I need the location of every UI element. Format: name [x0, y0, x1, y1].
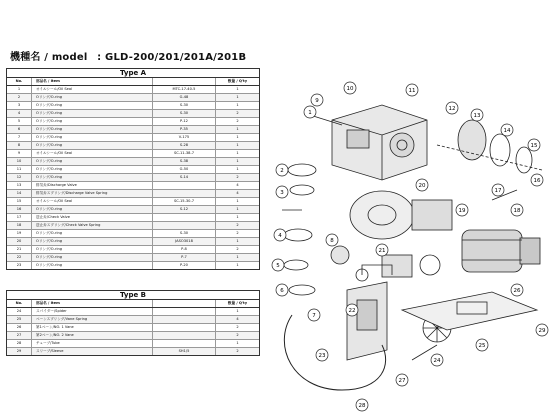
callout-20 — [416, 179, 428, 191]
cell-item: Oリング/O-ring — [32, 110, 153, 117]
callout-13 — [471, 109, 483, 121]
table-row — [7, 166, 259, 174]
callout-3 — [276, 186, 288, 198]
cell-qty: 1 — [236, 159, 239, 163]
cell-item: 排気弁/Discharge Valve — [32, 182, 153, 189]
column-header-qty: 数量 / Q'ty — [227, 79, 248, 83]
table-row — [7, 134, 259, 142]
table-row — [7, 102, 259, 110]
cell-no: 6 — [7, 126, 32, 133]
callout-number: 15 — [530, 143, 538, 149]
cell-qty: 2 — [236, 111, 239, 115]
cell-spec — [153, 190, 216, 197]
callout-2 — [276, 164, 288, 176]
cell-item: Oリング/O-ring — [32, 118, 153, 125]
cell-no: 27 — [7, 332, 32, 339]
callout-23 — [316, 349, 328, 361]
cell-no: 29 — [7, 348, 32, 355]
table-row — [7, 348, 259, 355]
cell-spec: P-12 — [153, 118, 216, 125]
table-row — [7, 332, 259, 340]
callout-8 — [326, 234, 338, 246]
table-row — [7, 174, 259, 182]
callout-number: 2 — [280, 168, 284, 174]
cell-no: 8 — [7, 142, 32, 149]
cell-spec — [153, 340, 216, 347]
cell-qty: 2 — [236, 333, 239, 337]
cell-item: オイルシール/Oil Seal — [32, 86, 153, 93]
cell-spec: MTC-17-40-5 — [153, 86, 216, 93]
callout-number: 5 — [276, 263, 280, 269]
cell-spec — [153, 214, 216, 221]
cell-spec — [153, 332, 216, 339]
cell-qty: 2 — [236, 325, 239, 329]
cell-item: Oリング/O-ring — [32, 134, 153, 141]
cell-item: 第1ベーン/NO. 1 Vane — [32, 324, 153, 331]
table-caption: Type A — [7, 69, 259, 78]
cell-no: 13 — [7, 182, 32, 189]
callout-17 — [492, 184, 504, 196]
callout-number: 9 — [315, 98, 319, 104]
callout-number: 11 — [408, 88, 416, 94]
cell-spec: S-30 — [153, 110, 216, 117]
callout-number: 6 — [280, 288, 284, 294]
cell-item: チューブ/Tube — [32, 340, 153, 347]
cell-no: 9 — [7, 150, 32, 157]
cell-spec: S-38 — [153, 158, 216, 165]
cell-qty: 2 — [236, 223, 239, 227]
cell-spec: P-35 — [153, 126, 216, 133]
cell-qty: 4 — [236, 183, 239, 187]
cell-spec: S-14 — [153, 174, 216, 181]
table-row — [7, 158, 259, 166]
cell-spec: P-7 — [153, 254, 216, 261]
callout-5 — [272, 259, 284, 271]
cell-spec: G-50 — [153, 166, 216, 173]
cell-qty: 1 — [236, 135, 239, 139]
cell-spec: S-28 — [153, 142, 216, 149]
callout-21 — [376, 244, 388, 256]
callout-number: 29 — [538, 328, 546, 334]
cell-spec: S-30 — [153, 102, 216, 109]
callout-number: 7 — [312, 313, 316, 319]
table-header-row — [7, 78, 259, 86]
table-row — [7, 110, 259, 118]
callout-12 — [446, 102, 458, 114]
cell-item: オイルシール/Oil Seal — [32, 198, 153, 205]
table-row — [7, 94, 259, 102]
callout-number: 26 — [513, 288, 521, 294]
cell-no: 16 — [7, 206, 32, 213]
cell-qty: 2 — [236, 175, 239, 179]
callout-6 — [276, 284, 288, 296]
callout-number: 23 — [318, 353, 326, 359]
callout-14 — [501, 124, 513, 136]
callout-number: 4 — [278, 233, 282, 239]
cell-spec — [153, 222, 216, 229]
cell-spec: P-20 — [153, 262, 216, 269]
cell-spec: S-30 — [153, 230, 216, 237]
cell-item: Oリング/O-ring — [32, 126, 153, 133]
callout-11 — [406, 84, 418, 96]
cell-qty: 1 — [236, 341, 239, 345]
cell-qty: 1 — [236, 167, 239, 171]
cell-item: Oリング/O-ring — [32, 142, 153, 149]
callout-number: 16 — [533, 178, 541, 184]
cell-no: 7 — [7, 134, 32, 141]
cell-item: Oリング/O-ring — [32, 166, 153, 173]
callout-number: 28 — [358, 403, 366, 409]
cell-item: 第2ベーン/NO. 2 Vane — [32, 332, 153, 339]
cell-item: Oリング/O-ring — [32, 262, 153, 269]
callout-number: 3 — [280, 190, 284, 196]
table-header-row — [7, 300, 259, 308]
cell-item: Oリング/O-ring — [32, 94, 153, 101]
cell-item: Oリング/O-ring — [32, 238, 153, 245]
cell-spec: S-12 — [153, 206, 216, 213]
cell-qty: 1 — [236, 87, 239, 91]
column-header-item: 部品名 / Item — [32, 300, 153, 307]
table-row — [7, 246, 259, 254]
cell-spec — [153, 182, 216, 189]
cell-qty: 2 — [236, 247, 239, 251]
callout-number: 25 — [478, 343, 486, 349]
cell-spec: SH1/5 — [153, 348, 216, 355]
callout-number: 24 — [433, 358, 441, 364]
cell-item: Oリング/O-ring — [32, 174, 153, 181]
diagram-drawing — [282, 105, 542, 390]
cell-no: 3 — [7, 102, 32, 109]
callout-28 — [356, 399, 368, 411]
cell-qty: 1 — [236, 255, 239, 259]
cell-qty: 1 — [236, 151, 239, 155]
cell-qty: 1 — [236, 263, 239, 267]
cell-item: Oリング/O-ring — [32, 158, 153, 165]
callout-24 — [431, 354, 443, 366]
cell-spec: JASO3018 — [153, 238, 216, 245]
cell-no: 24 — [7, 308, 32, 315]
table-row — [7, 222, 259, 230]
callout-22 — [346, 304, 358, 316]
cell-spec — [153, 308, 216, 315]
model-number: : GLD-200/201/201A/201B — [97, 52, 247, 63]
cell-spec — [153, 316, 216, 323]
column-header-no: No. — [7, 78, 32, 85]
cell-spec — [153, 324, 216, 331]
callout-number: 20 — [418, 183, 426, 189]
cell-item: 逆止弁スプリング/Check Valve Spring — [32, 222, 153, 229]
cell-no: 1 — [7, 86, 32, 93]
cell-item: 排気弁スプリング/Discharge Valve Spring — [32, 190, 153, 197]
callout-26 — [511, 284, 523, 296]
cell-qty: 2 — [236, 349, 239, 353]
callout-number: 18 — [513, 208, 521, 214]
table-row — [7, 214, 259, 222]
cell-qty: 2 — [236, 119, 239, 123]
callout-number: 1 — [308, 110, 312, 116]
cell-no: 19 — [7, 230, 32, 237]
callout-27 — [396, 374, 408, 386]
table-row — [7, 142, 259, 150]
cell-no: 18 — [7, 222, 32, 229]
table-row — [7, 230, 259, 238]
callout-number: 19 — [458, 208, 466, 214]
callout-number: 12 — [448, 106, 456, 112]
cell-item: Oリング/O-ring — [32, 254, 153, 261]
table-row — [7, 150, 259, 158]
cell-qty: 1 — [236, 199, 239, 203]
table-row — [7, 340, 259, 348]
cell-qty: 1 — [236, 127, 239, 131]
callout-number: 21 — [378, 248, 386, 254]
parts-table-type-a — [6, 68, 260, 270]
callout-15 — [528, 139, 540, 151]
page-title — [10, 48, 246, 63]
cell-spec: V-175 — [153, 134, 216, 141]
table-body — [7, 308, 259, 355]
callout-4 — [274, 229, 286, 241]
table-row — [7, 324, 259, 332]
cell-qty: 1 — [236, 207, 239, 211]
cell-item: スパイダー/Spider — [32, 308, 153, 315]
table-row — [7, 308, 259, 316]
cell-no: 10 — [7, 158, 32, 165]
cell-spec: P-8 — [153, 246, 216, 253]
column-header-qty: 数量 / Q'ty — [227, 301, 248, 305]
cell-no: 23 — [7, 262, 32, 269]
callout-number: 14 — [503, 128, 511, 134]
column-header-spec — [153, 78, 216, 85]
table-body — [7, 86, 259, 269]
table-row — [7, 118, 259, 126]
cell-item: Oリング/O-ring — [32, 246, 153, 253]
cell-qty: 1 — [236, 103, 239, 107]
table-row — [7, 126, 259, 134]
table-row — [7, 206, 259, 214]
cell-no: 21 — [7, 246, 32, 253]
cell-item: Oリング/O-ring — [32, 230, 153, 237]
cell-no: 17 — [7, 214, 32, 221]
column-header-no: No. — [7, 300, 32, 307]
cell-item: オイルシール/Oil Seal — [32, 150, 153, 157]
cell-item: スリーブ/Sleeve — [32, 348, 153, 355]
table-row — [7, 190, 259, 198]
table-row — [7, 238, 259, 246]
table-caption: Type B — [7, 291, 259, 300]
cell-qty: 1 — [236, 215, 239, 219]
cell-no: 14 — [7, 190, 32, 197]
callout-10 — [344, 82, 356, 94]
cell-no: 11 — [7, 166, 32, 173]
callout-7 — [308, 309, 320, 321]
callout-number: 10 — [346, 86, 354, 92]
cell-no: 20 — [7, 238, 32, 245]
table-row — [7, 182, 259, 190]
callout-number: 8 — [330, 238, 334, 244]
callout-18 — [511, 204, 523, 216]
callout-16 — [531, 174, 543, 186]
cell-no: 2 — [7, 94, 32, 101]
cell-qty: 4 — [236, 317, 239, 321]
cell-qty: 2 — [236, 231, 239, 235]
cell-qty: 1 — [236, 95, 239, 99]
cell-no: 4 — [7, 110, 32, 117]
cell-qty: 1 — [236, 239, 239, 243]
exploded-parts-diagram — [262, 60, 558, 420]
callout-9 — [311, 94, 323, 106]
callout-29 — [536, 324, 548, 336]
table-row — [7, 86, 259, 94]
cell-no: 12 — [7, 174, 32, 181]
cell-no: 5 — [7, 118, 32, 125]
callout-19 — [456, 204, 468, 216]
table-row — [7, 316, 259, 324]
cell-item: Oリング/O-ring — [32, 102, 153, 109]
cell-spec: SC-15-30-7 — [153, 198, 216, 205]
cell-item: 逆止弁/Check Valve — [32, 214, 153, 221]
cell-no: 25 — [7, 316, 32, 323]
cell-item: ベーンスプリング/Vane Spring — [32, 316, 153, 323]
callout-number: 17 — [494, 188, 502, 194]
table-row — [7, 198, 259, 206]
cell-no: 22 — [7, 254, 32, 261]
parts-table-type-b — [6, 290, 260, 356]
cell-item: Oリング/O-ring — [32, 206, 153, 213]
cell-qty: 1 — [236, 143, 239, 147]
callout-1 — [304, 106, 316, 118]
callout-number: 22 — [348, 308, 356, 314]
column-header-spec — [153, 300, 216, 307]
table-row — [7, 262, 259, 269]
cell-qty: 1 — [236, 309, 239, 313]
cell-spec: G-48 — [153, 94, 216, 101]
cell-spec: SC-11-38-7 — [153, 150, 216, 157]
table-row — [7, 254, 259, 262]
cell-qty: 4 — [236, 191, 239, 195]
callout-number: 27 — [398, 378, 406, 384]
callout-25 — [476, 339, 488, 351]
cell-no: 15 — [7, 198, 32, 205]
callout-number: 13 — [473, 113, 481, 119]
column-header-item: 部品名 / Item — [32, 78, 153, 85]
model-label: 機種名 / model — [10, 52, 88, 63]
cell-no: 26 — [7, 324, 32, 331]
cell-no: 28 — [7, 340, 32, 347]
